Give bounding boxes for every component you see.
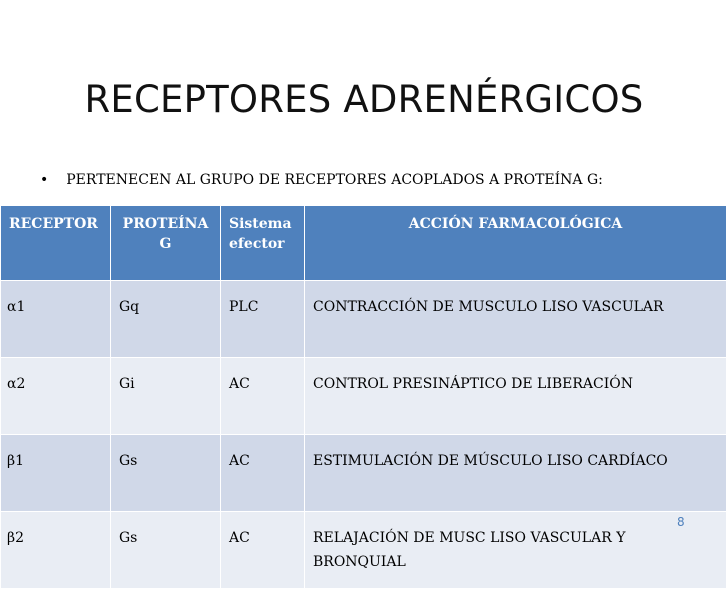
cell-sistema: AC	[221, 435, 305, 512]
cell-accion: CONTRACCIÓN DE MUSCULO LISO VASCULAR	[305, 281, 727, 358]
bullet-item	[40, 172, 603, 188]
cell-accion: RELAJACIÓN DE MUSC LISO VASCULAR Y BRONQUIAL	[305, 512, 727, 589]
cell-receptor: α2	[1, 358, 111, 435]
table-row	[1, 435, 727, 512]
cell-receptor: β1	[1, 435, 111, 512]
receptor-table	[0, 205, 727, 589]
table-header-row	[1, 206, 727, 281]
bullet-text: PERTENECEN AL GRUPO DE RECEPTORES ACOPLADOS A PROTEÍNA G:	[66, 172, 603, 188]
header-accion: ACCIÓN FARMACOLÓGICA	[305, 206, 727, 281]
cell-sistema: AC	[221, 358, 305, 435]
cell-sistema: PLC	[221, 281, 305, 358]
table-row	[1, 281, 727, 358]
cell-receptor: α1	[1, 281, 111, 358]
cell-receptor: β2	[1, 512, 111, 589]
slide-title: RECEPTORES ADRENÉRGICOS	[84, 78, 644, 121]
cell-proteina: Gq	[111, 281, 221, 358]
cell-proteina: Gi	[111, 358, 221, 435]
cell-accion: CONTROL PRESINÁPTICO DE LIBERACIÓN	[305, 358, 727, 435]
bullet-dot-icon: •	[40, 172, 49, 188]
header-proteina: PROTEÍNA G	[111, 206, 221, 281]
header-sistema-efector: Sistema efector	[221, 206, 305, 281]
cell-proteina: Gs	[111, 512, 221, 589]
table-row	[1, 358, 727, 435]
cell-accion: ESTIMULACIÓN DE MÚSCULO LISO CARDÍACO	[305, 435, 727, 512]
header-receptor: RECEPTOR	[1, 206, 111, 281]
page-number: 8	[677, 515, 685, 529]
cell-sistema: AC	[221, 512, 305, 589]
table-row	[1, 512, 727, 589]
cell-proteina: Gs	[111, 435, 221, 512]
